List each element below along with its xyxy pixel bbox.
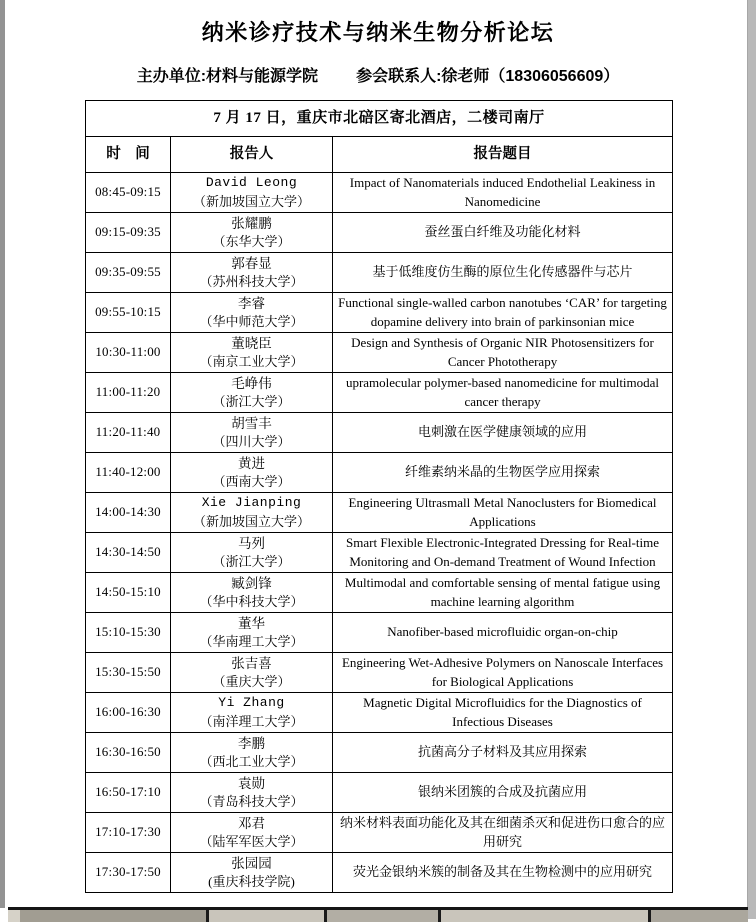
speaker-name: 袁勋: [238, 775, 265, 791]
talk-title-cell: 蚕丝蛋白纤维及功能化材料: [333, 213, 673, 253]
page-title: 纳米诊疗技术与纳米生物分析论坛: [201, 20, 555, 45]
schedule-row: [86, 373, 673, 413]
speaker-name: 马列: [238, 535, 265, 551]
speaker-cell: [171, 333, 333, 373]
time-cell: 15:10-15:30: [86, 613, 171, 653]
speaker-cell: [171, 613, 333, 653]
organizer-contact-line: [20, 63, 736, 86]
talk-title-cell: 银纳米团簇的合成及抗菌应用: [333, 773, 673, 813]
talk-title-cell: 纤维素纳米晶的生物医学应用探索: [333, 453, 673, 493]
speaker-cell: [171, 253, 333, 293]
talk-title-cell: Engineering Wet-Adhesive Polymers on Nanoscale Interfaces for Biological Applications: [333, 653, 673, 693]
speaker-affiliation: （东华大学）: [212, 233, 291, 249]
time-cell: 14:00-14:30: [86, 493, 171, 533]
speaker-affiliation: （陆军军医大学）: [199, 833, 304, 849]
speaker-cell: [171, 733, 333, 773]
time-cell: 17:10-17:30: [86, 813, 171, 853]
next-page-table-edge: [8, 907, 748, 922]
talk-title-cell: Engineering Ultrasmall Metal Nanoclusters for Biomedical Applications: [333, 493, 673, 533]
schedule-row: [86, 253, 673, 293]
time-cell: 15:30-15:50: [86, 653, 171, 693]
speaker-affiliation: （浙江大学）: [212, 393, 291, 409]
speaker-name: 张吉喜: [231, 655, 272, 671]
talk-title-cell: 抗菌高分子材料及其应用探索: [333, 733, 673, 773]
schedule-row: [86, 413, 673, 453]
talk-title-cell: 电刺激在医学健康领域的应用: [333, 413, 673, 453]
schedule-row: [86, 453, 673, 493]
speaker-name: 邓君: [238, 815, 265, 831]
time-cell: 09:35-09:55: [86, 253, 171, 293]
speaker-name: 胡雪丰: [231, 415, 272, 431]
speaker-affiliation: （新加坡国立大学）: [192, 513, 310, 529]
speaker-cell: [171, 573, 333, 613]
venue-header-row: [86, 101, 673, 137]
time-cell: 16:50-17:10: [86, 773, 171, 813]
speaker-cell: [171, 693, 333, 733]
speaker-cell: [171, 853, 333, 893]
schedule-row: [86, 693, 673, 733]
schedule-body: [86, 173, 673, 893]
speaker-name: 董晓臣: [231, 335, 272, 351]
speaker-name: David Leong: [205, 175, 298, 191]
speaker-cell: [171, 493, 333, 533]
speaker-cell: [171, 653, 333, 693]
talk-title-cell: Magnetic Digital Microfluidics for the Diagnostics of Infectious Diseases: [333, 693, 673, 733]
schedule-row: [86, 613, 673, 653]
schedule-row: [86, 213, 673, 253]
schedule-row: [86, 533, 673, 573]
speaker-affiliation: （新加坡国立大学）: [192, 193, 310, 209]
speaker-affiliation: （重庆大学）: [212, 673, 291, 689]
speaker-name: 臧剑锋: [231, 575, 272, 591]
speaker-name: Yi Zhang: [218, 695, 285, 711]
speaker-affiliation: (重庆科技学院): [208, 873, 295, 889]
time-cell: 16:00-16:30: [86, 693, 171, 733]
time-cell: 09:55-10:15: [86, 293, 171, 333]
speaker-name: 张耀鹏: [231, 215, 272, 231]
speaker-cell: [171, 453, 333, 493]
speaker-cell: [171, 533, 333, 573]
contact-label: 参会联系人:徐老师（18306056609）: [356, 68, 620, 85]
schedule-row: [86, 573, 673, 613]
speaker-name: 郭春显: [231, 255, 272, 271]
speaker-name: Xie Jianping: [201, 495, 302, 511]
next-page-cell-divider: [648, 910, 651, 922]
speaker-affiliation: （四川大学）: [212, 433, 291, 449]
schedule-row: [86, 493, 673, 533]
speaker-cell: [171, 293, 333, 333]
column-header-title: 报告题目: [333, 137, 673, 173]
speaker-name: 黄进: [238, 455, 265, 471]
speaker-cell: [171, 773, 333, 813]
time-cell: 16:30-16:50: [86, 733, 171, 773]
speaker-affiliation: （青岛科技大学）: [199, 793, 304, 809]
page-right-edge: [747, 0, 756, 919]
speaker-affiliation: （华中师范大学）: [199, 313, 304, 329]
time-cell: 17:30-17:50: [86, 853, 171, 893]
talk-title-cell: 基于低维度仿生酶的原位生化传感器件与芯片: [333, 253, 673, 293]
talk-title-cell: Impact of Nanomaterials induced Endothelial Leakiness in Nanomedicine: [333, 173, 673, 213]
speaker-affiliation: （苏州科技大学）: [199, 273, 304, 289]
speaker-name: 董华: [238, 615, 265, 631]
speaker-name: 张园园: [231, 855, 272, 871]
speaker-affiliation: （西北工业大学）: [199, 753, 304, 769]
speaker-name: 李鹏: [238, 735, 265, 751]
schedule-row: [86, 293, 673, 333]
talk-title-cell: Smart Flexible Electronic-Integrated Dressing for Real-time Monitoring and On-demand Treatment of Wound Infection: [333, 533, 673, 573]
talk-title-cell: Design and Synthesis of Organic NIR Photosensitizers for Cancer Phototherapy: [333, 333, 673, 373]
speaker-affiliation: （南洋理工大学）: [199, 713, 304, 729]
speaker-cell: [171, 173, 333, 213]
speaker-affiliation: （西南大学）: [212, 473, 291, 489]
talk-title-cell: 纳米材料表面功能化及其在细菌杀灭和促进伤口愈合的应用研究: [333, 813, 673, 853]
next-page-cell: [650, 910, 748, 922]
time-cell: 10:30-11:00: [86, 333, 171, 373]
time-cell: 14:50-15:10: [86, 573, 171, 613]
speaker-affiliation: （华南理工大学）: [199, 633, 304, 649]
schedule-row: [86, 173, 673, 213]
time-cell: 08:45-09:15: [86, 173, 171, 213]
speaker-cell: [171, 213, 333, 253]
speaker-cell: [171, 813, 333, 853]
schedule-row: [86, 813, 673, 853]
time-cell: 09:15-09:35: [86, 213, 171, 253]
organizer-label: 主办单位:材料与能源学院: [136, 68, 319, 85]
speaker-cell: [171, 413, 333, 453]
schedule-row: [86, 733, 673, 773]
next-page-cell-divider: [206, 910, 209, 922]
next-page-cell: [208, 910, 326, 922]
speaker-name: 李睿: [238, 295, 265, 311]
page-left-edge: [0, 0, 5, 908]
column-header-speaker: 报告人: [171, 137, 333, 173]
talk-title-cell: Nanofiber-based microfluidic organ-on-chip: [333, 613, 673, 653]
talk-title-cell: Functional single-walled carbon nanotubes ‘CAR’ for targeting dopamine delivery into brain of parkinsonian mice: [333, 293, 673, 333]
next-page-cell-divider: [438, 910, 441, 922]
column-header-time: 时 间: [86, 137, 171, 173]
time-cell: 14:30-14:50: [86, 533, 171, 573]
talk-title-cell: Multimodal and comfortable sensing of mental fatigue using machine learning algorithm: [333, 573, 673, 613]
schedule-row: [86, 333, 673, 373]
speaker-cell: [171, 373, 333, 413]
next-page-cell: [20, 910, 208, 922]
time-cell: 11:20-11:40: [86, 413, 171, 453]
column-header-row: [86, 137, 673, 173]
talk-title-cell: 荧光金银纳米簇的制备及其在生物检测中的应用研究: [333, 853, 673, 893]
talk-title-cell: upramolecular polymer-based nanomedicine for multimodal cancer therapy: [333, 373, 673, 413]
speaker-affiliation: （南京工业大学）: [199, 353, 304, 369]
schedule-row: [86, 853, 673, 893]
time-cell: 11:40-12:00: [86, 453, 171, 493]
schedule-row: [86, 773, 673, 813]
schedule-table: [85, 100, 673, 893]
next-page-cell-divider: [324, 910, 327, 922]
next-page-cell: [326, 910, 440, 922]
time-cell: 11:00-11:20: [86, 373, 171, 413]
venue-header: 7 月 17 日，重庆市北碚区寄北酒店，二楼司南厅: [86, 101, 673, 137]
speaker-affiliation: （浙江大学）: [212, 553, 291, 569]
next-page-cell: [440, 910, 650, 922]
speaker-affiliation: （华中科技大学）: [199, 593, 304, 609]
next-page-cell: [8, 910, 20, 922]
schedule-row: [86, 653, 673, 693]
speaker-name: 毛峥伟: [231, 375, 272, 391]
